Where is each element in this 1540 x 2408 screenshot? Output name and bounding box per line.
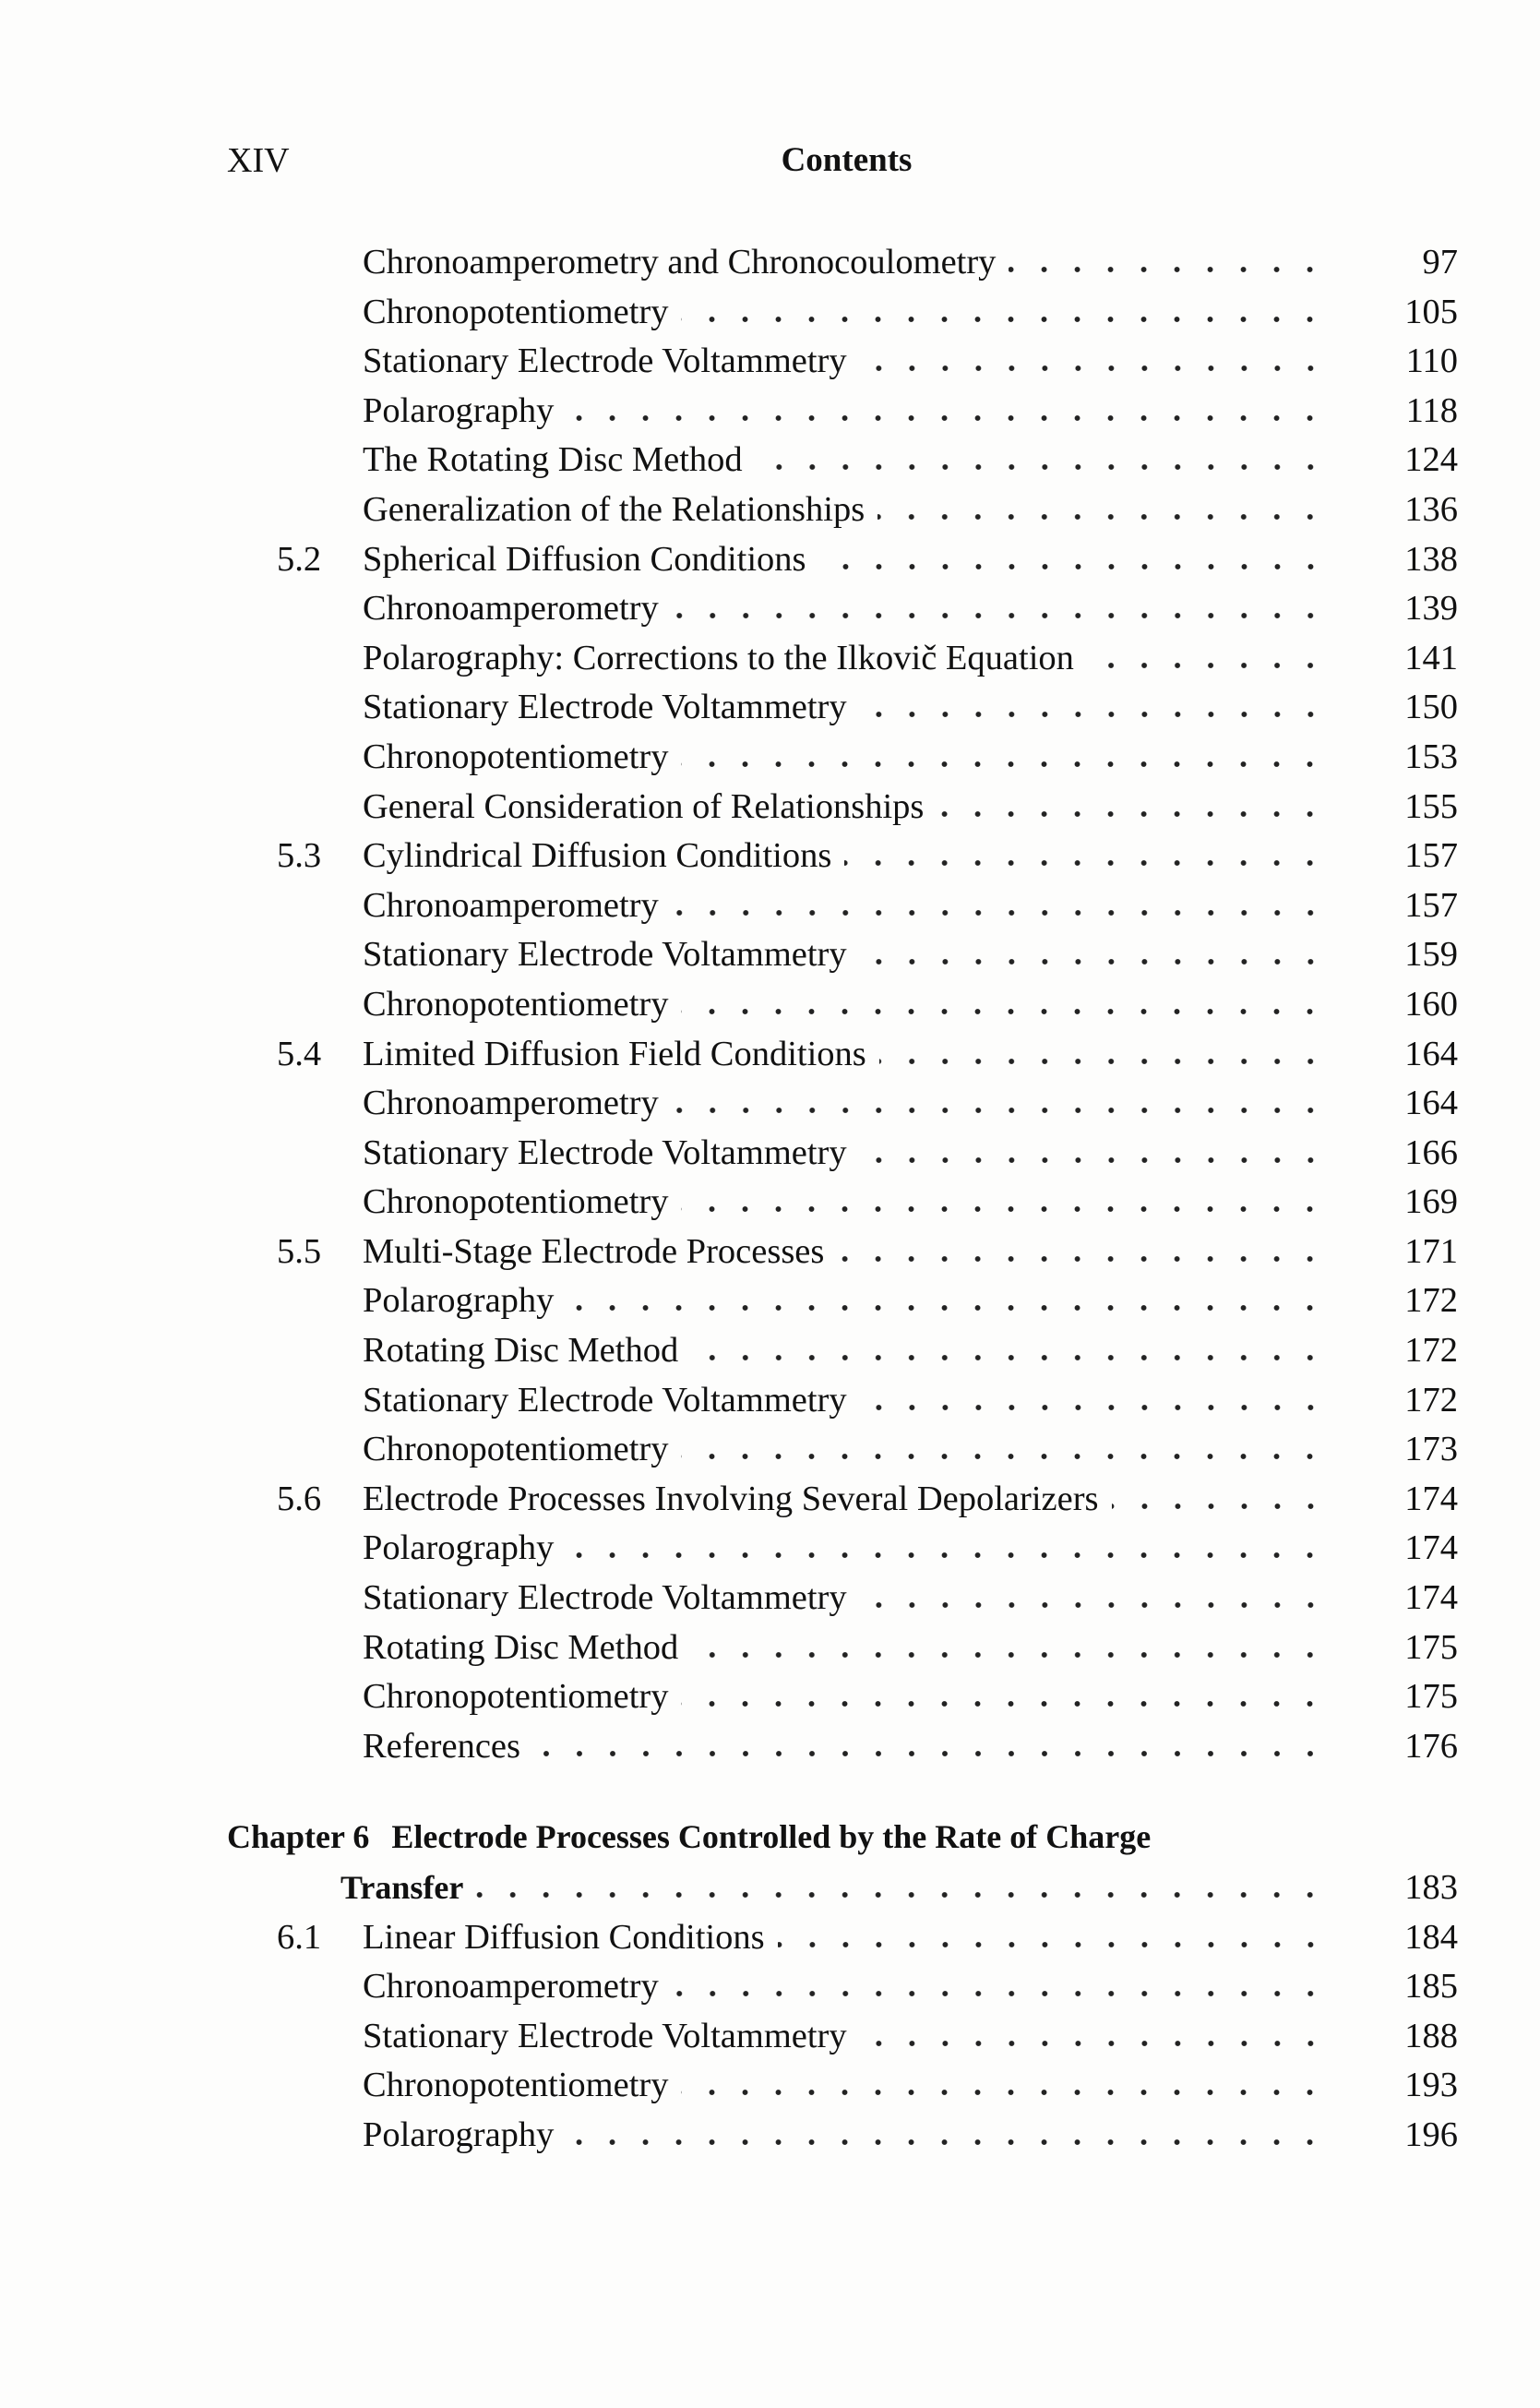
dot-leader	[937, 810, 1327, 818]
section-number: 6.1	[277, 1917, 322, 1957]
toc-entry	[277, 1917, 1458, 1967]
entry-page: 157	[1404, 836, 1458, 876]
dot-leader	[877, 513, 1327, 521]
dot-leader	[672, 1107, 1327, 1114]
toc-entry	[277, 835, 1458, 885]
entry-page: 105	[1404, 292, 1458, 331]
toc-entry	[277, 638, 1458, 688]
toc-entry	[277, 588, 1458, 638]
entry-title: Chronopotentiometry	[363, 2066, 669, 2105]
entry-title: Polarography	[363, 2114, 555, 2154]
dot-leader	[533, 1750, 1327, 1757]
toc-entry	[277, 1380, 1458, 1430]
entry-page: 188	[1404, 2016, 1458, 2055]
dot-leader	[860, 1404, 1327, 1411]
entry-page: 124	[1404, 440, 1458, 480]
toc-entry	[277, 1132, 1458, 1182]
toc-entry	[277, 439, 1458, 489]
entry-title: Generalization of the Relationships	[363, 489, 866, 529]
dot-leader	[672, 1990, 1327, 1997]
entry-title: Chronopotentiometry	[363, 984, 669, 1024]
toc-entry	[277, 1083, 1458, 1132]
toc-entry	[277, 1280, 1458, 1330]
dot-leader	[860, 2040, 1327, 2047]
entry-title: Stationary Electrode Voltammetry	[363, 1380, 847, 1420]
entry-page: 184	[1404, 1917, 1458, 1957]
toc-entry	[277, 489, 1458, 539]
entry-page: 171	[1404, 1231, 1458, 1271]
entry-title: Polarography: Corrections to the Ilkovič Equation	[363, 638, 1074, 677]
toc-section-chapter-5	[277, 242, 1458, 1775]
dot-leader	[860, 711, 1327, 718]
entry-page: 138	[1404, 539, 1458, 579]
entry-page: 155	[1404, 786, 1458, 826]
chapter-label: Chapter 6	[227, 1818, 370, 1856]
entry-page: 174	[1404, 1479, 1458, 1518]
entry-page: 169	[1404, 1182, 1458, 1222]
toc-entry	[277, 1429, 1458, 1479]
entry-title: Chronopotentiometry	[363, 1677, 669, 1717]
dot-leader	[476, 1891, 1327, 1899]
dot-leader	[567, 1304, 1327, 1312]
dot-leader	[691, 1651, 1327, 1659]
entry-title: Linear Diffusion Conditions	[363, 1917, 765, 1957]
toc-entry	[277, 1231, 1458, 1281]
dot-leader	[681, 761, 1327, 768]
entry-page: 160	[1404, 984, 1458, 1024]
toc-entry	[277, 885, 1458, 935]
entry-title: Chronopotentiometry	[363, 292, 669, 331]
toc-entry	[277, 1181, 1458, 1231]
entry-page: 166	[1404, 1132, 1458, 1172]
dot-leader	[860, 1601, 1327, 1609]
toc-entry	[277, 2065, 1458, 2114]
entry-page: 141	[1404, 638, 1458, 677]
chapter-heading-continued	[277, 1867, 1458, 1917]
entry-page: 175	[1404, 1627, 1458, 1667]
dot-leader	[672, 909, 1327, 916]
toc-entry	[277, 2016, 1458, 2066]
entry-title: Polarography	[363, 1281, 555, 1321]
entry-title: Chronoamperometry	[363, 1084, 659, 1123]
dot-leader	[681, 1700, 1327, 1707]
toc-entry	[277, 786, 1458, 836]
entry-page: 174	[1404, 1528, 1458, 1568]
dot-leader	[691, 1354, 1327, 1361]
toc-section-chapter-6	[277, 1917, 1458, 2164]
chapter-title-continued: Transfer	[340, 1869, 464, 1906]
dot-leader	[756, 463, 1327, 471]
entry-page: 172	[1404, 1281, 1458, 1321]
entry-page: 164	[1404, 1084, 1458, 1123]
toc-entry	[277, 1034, 1458, 1084]
entry-title: Polarography	[363, 390, 555, 430]
dot-leader	[567, 2138, 1327, 2146]
dot-leader	[778, 1941, 1327, 1948]
page-number: XIV	[227, 141, 290, 180]
entry-page: 153	[1404, 737, 1458, 776]
entry-page: 172	[1404, 1380, 1458, 1420]
entry-title: Chronoamperometry and Chronocoulometry	[363, 243, 997, 282]
toc-entry	[277, 2114, 1458, 2164]
entry-page: 164	[1404, 1034, 1458, 1073]
entry-title: Rotating Disc Method	[363, 1331, 679, 1371]
entry-page: 196	[1404, 2114, 1458, 2154]
toc-entry	[277, 242, 1458, 292]
entry-title: Spherical Diffusion Conditions	[363, 539, 806, 579]
dot-leader	[681, 316, 1327, 323]
entry-title: Chronopotentiometry	[363, 1430, 669, 1469]
entry-title: Cylindrical Diffusion Conditions	[363, 836, 832, 876]
entry-title: Electrode Processes Involving Several Depolarizers	[363, 1479, 1099, 1518]
dot-leader	[837, 1255, 1327, 1263]
entry-page: 174	[1404, 1578, 1458, 1618]
dot-leader	[1087, 662, 1327, 669]
entry-title: Stationary Electrode Voltammetry	[363, 2016, 847, 2055]
toc-entry	[277, 737, 1458, 786]
entry-page: 136	[1404, 489, 1458, 529]
entry-title: Chronoamperometry	[363, 885, 659, 925]
dot-leader	[567, 414, 1327, 422]
entry-page: 118	[1405, 390, 1458, 430]
dot-leader	[860, 365, 1327, 372]
toc-entry	[277, 341, 1458, 390]
toc-entry	[277, 687, 1458, 737]
toc-entry	[277, 1726, 1458, 1776]
chapter-page: 183	[1404, 1868, 1458, 1907]
entry-page: 150	[1404, 688, 1458, 727]
toc-entry	[277, 934, 1458, 984]
entry-title: Stationary Electrode Voltammetry	[363, 1132, 847, 1172]
entry-title: Polarography	[363, 1528, 555, 1568]
dot-leader	[844, 859, 1327, 867]
entry-page: 175	[1404, 1677, 1458, 1717]
dot-leader	[681, 1205, 1327, 1213]
dot-leader	[681, 1453, 1327, 1460]
chapter-title: Electrode Processes Controlled by the Rate of Charge	[391, 1818, 1152, 1856]
toc-entry	[277, 1966, 1458, 2016]
section-number: 5.6	[277, 1479, 322, 1518]
dot-leader	[681, 1008, 1327, 1015]
entry-page: 159	[1404, 935, 1458, 975]
entry-page: 97	[1422, 243, 1458, 282]
dot-leader	[681, 2089, 1327, 2096]
entry-page: 139	[1404, 589, 1458, 629]
entry-title: Stationary Electrode Voltammetry	[363, 341, 847, 381]
entry-title: Chronoamperometry	[363, 589, 659, 629]
dot-leader	[567, 1551, 1327, 1559]
entry-title: Chronoamperometry	[363, 1967, 659, 2007]
dot-leader	[1112, 1503, 1327, 1510]
dot-leader	[860, 1156, 1327, 1164]
entry-page: 173	[1404, 1430, 1458, 1469]
toc-entry	[277, 1330, 1458, 1380]
dot-leader	[1009, 266, 1327, 273]
toc-entry	[277, 1527, 1458, 1577]
entry-title: General Consideration of Relationships	[363, 786, 925, 826]
section-number: 5.2	[277, 539, 322, 579]
dot-leader	[672, 612, 1327, 619]
entry-title: Chronopotentiometry	[363, 1182, 669, 1222]
entry-page: 110	[1405, 341, 1458, 381]
entry-title: Stationary Electrode Voltammetry	[363, 935, 847, 975]
toc-entry	[277, 1676, 1458, 1726]
section-number: 5.4	[277, 1034, 322, 1073]
dot-leader	[819, 563, 1327, 570]
toc-entry	[277, 1627, 1458, 1677]
entry-title: Rotating Disc Method	[363, 1627, 679, 1667]
entry-title: Multi-Stage Electrode Processes	[363, 1231, 825, 1271]
entry-page: 176	[1404, 1726, 1458, 1766]
entry-title: Stationary Electrode Voltammetry	[363, 1578, 847, 1618]
toc-entry	[277, 292, 1458, 341]
entry-title: Limited Diffusion Field Conditions	[363, 1034, 866, 1073]
table-of-contents	[227, 242, 1458, 2164]
entry-page: 172	[1404, 1331, 1458, 1371]
dot-leader	[879, 1058, 1327, 1065]
toc-entry	[277, 539, 1458, 589]
toc-entry	[277, 390, 1458, 440]
chapter-heading	[227, 1817, 1458, 1867]
toc-entry	[277, 1479, 1458, 1528]
toc-entry	[277, 984, 1458, 1034]
entry-title: References	[363, 1726, 520, 1766]
running-title: Contents	[781, 141, 913, 179]
entry-title: The Rotating Disc Method	[363, 440, 743, 480]
entry-title: Stationary Electrode Voltammetry	[363, 688, 847, 727]
entry-page: 193	[1404, 2066, 1458, 2105]
dot-leader	[860, 958, 1327, 965]
entry-title: Chronopotentiometry	[363, 737, 669, 776]
section-number: 5.5	[277, 1231, 322, 1271]
entry-page: 157	[1404, 885, 1458, 925]
section-number: 5.3	[277, 836, 322, 876]
entry-page: 185	[1404, 1967, 1458, 2007]
toc-entry	[277, 1577, 1458, 1627]
